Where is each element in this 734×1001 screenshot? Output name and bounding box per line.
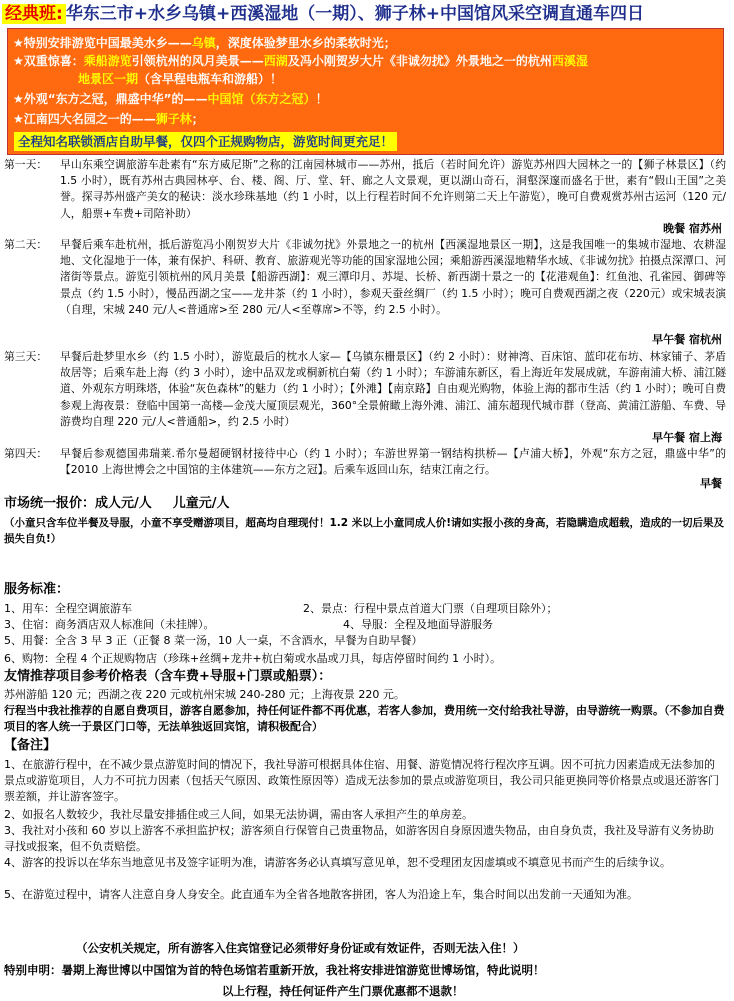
highlight-text: 及冯小刚贺岁大片《非诚勿扰》外景地之一的杭州 <box>287 54 552 68</box>
highlight-banner: 全程知名联锁酒店自助早餐，仅四个正规购物店，游览时间更充足！ <box>14 132 397 151</box>
price-label: 市场统一报价： <box>4 496 96 511</box>
day-meal: 晚餐 宿苏州 <box>663 222 722 235</box>
day-label: 第四天： <box>4 447 48 460</box>
service-item: 3、住宿：商务酒店双人标准间（未挂牌）。 <box>4 618 215 631</box>
recommend-note: 行程当中我社推荐的自愿自费项目，游客自愿参加，持任何证件都不再优惠，若客人参加，费用统一交付给我社导游，由导游统一购票。（不参加自费项目的客人统一于景区门口等，无法单独返回宾馆，请积极配合） <box>4 704 725 733</box>
service-item: 4、导服：全程及地面导游服务 <box>343 618 493 631</box>
highlight-double-surprise <box>13 52 588 69</box>
highlight-text: ★双重惊喜： <box>13 54 84 68</box>
title-route: 华东三市+水乡乌镇+西溪湿地（一期）、狮子林+中国馆风采空调直通车四日 <box>65 4 645 24</box>
day-label: 第一天： <box>4 158 48 171</box>
highlight-wuzhen <box>13 34 396 51</box>
remark-item: 2、如报名人数较少，我社尽量安排插住或三人间，如果无法协调，需由客人承担产生的单房差。 <box>4 808 473 821</box>
highlight-em: 西湖 <box>263 54 288 68</box>
day-text: 早餐后乘车赴杭州，抵后游览冯小刚贺岁大片《非诚勿扰》外景地之一的杭州【西溪湿地景区一期】，这是我国唯一的集城市湿地、农耕湿地、文化湿地于一体，兼有保护、科研、教育、旅游观光等功能的国家湿地公园；乘船游西溪湿地精华水域、《非诚勿扰》拍摄点深潭口、河渚街等景点。游览引领杭州的风月美景【船游西湖】：观三潭印月、苏堤、长桥、新西湖十景之一的【花港观鱼】：红鱼池、孔雀园、御碑等景点（约 1.5 小时），慢品西湖之宝——龙井茶（约 1 小时），参观天蚕丝绸厂（约 1.5 小时）；晚可自费观西湖之夜（220元）或宋城表演（自理，宋城 240 元/人<普通席>至 280 元/人<至尊席>不等，约 2.5 小时）。 <box>60 238 726 316</box>
highlight-text: ！ <box>315 92 328 106</box>
page-title <box>2 2 730 26</box>
service-heading: 服务标准： <box>4 582 70 597</box>
day-3 <box>4 349 726 447</box>
remark-item: 3、我社对小孩和 60 岁以上游客不承担监护权；游客须自行保管自己贵重物品，如游客因自身原因遗失物品，由自身负责，我社及导游有义务协助寻找或报案，但不负责赔偿。 <box>4 824 714 853</box>
day-text: 早餐后参观德国弗瑞莱.希尔曼超硬钢材接待中心（约 1 小时）；车游世界第一钢结构拱桥—【卢浦大桥】，外观“东方之冠，鼎盛中华”的【2010 上海世博会之中国馆的主体建筑——东方之冠】。后乘车返回山东，结束江南之行。 <box>60 447 726 477</box>
title-badge: 经典班: <box>2 4 66 24</box>
service-item: 2、景点：行程中景点首道大门票（自理项目除外）； <box>303 602 558 615</box>
remarks-heading: 【备注】 <box>4 738 57 753</box>
recommend-prices: 苏州游船 120 元；西湖之夜 220 元或杭州宋城 240-280 元；上海夜景 220 元。 <box>4 688 405 701</box>
highlight-em: 中国馆（东方之冠） <box>207 92 316 106</box>
day-meal: 早餐 <box>700 477 722 490</box>
highlight-text: ★外观“东方之冠，鼎盛中华”的—— <box>13 92 208 106</box>
highlight-em: 乘船游览 <box>83 54 132 68</box>
special-statement: 特别申明：暑期上海世博以中国馆为首的特色场馆若重新开放，我社将安排进馆游览世博场馆，特此说明！ <box>4 963 545 977</box>
highlight-text: ★特别安排游览中国最美水乡—— <box>13 36 192 50</box>
day-label: 第二天： <box>4 238 48 251</box>
service-item: 6、购物：全程 4 个正规购物店（珍珠+丝绸+龙井+杭白菊或水晶或刀具，每店停留时间约 1 小时）。 <box>4 652 502 665</box>
service-item: 5、用餐：全含 3 早 3 正（正餐 8 菜一汤，10 人一桌，不含酒水，早餐为自助早餐） <box>4 634 423 647</box>
highlight-em: 地景区一期 <box>78 72 139 86</box>
recommend-heading: 友情推荐项目参考价格表（含车费+导服+门票或船票）： <box>4 669 332 684</box>
price-child: 儿童元/人 <box>172 496 230 511</box>
day-text: 早山东乘空调旅游车赴素有“东方威尼斯”之称的江南园林城市——苏州，抵后（若时间允许）游览苏州四大园林之一的【狮子林景区】（约 1.5 小时），既有苏州古典园林亭、台、楼、阁、厅、堂、轩、廊之人文景观，更以湖山奇石，洞壑深邃而盛名于世，素有“假山王国”之美誉。探寻苏州盛产美女的秘诀：淡水珍珠基地（约 1 小时，以上行程若时间不允许则第二天上午游览），晚可自费观赏苏州古运河（120 元/人，船票+车费+司陪补助） <box>60 158 726 220</box>
highlight-text: ，深度体验梦里水乡的柔软时光； <box>215 36 396 50</box>
day-label: 第三天： <box>4 350 48 363</box>
highlight-text: 引领杭州的风月美景—— <box>131 54 264 68</box>
day-2 <box>4 237 726 350</box>
day-text: 早餐后赴梦里水乡（约 1.5 小时），游览最后的枕水人家—【乌镇东栅景区】（约 2 小时）：财神湾、百床馆、蓝印花布坊、林家铺子、茅盾故居等；后乘车赴上海（约 3 小时），途中品双龙或桐新杭白菊（约 1 小时）；车游浦东新区，看上海近年发展成就，车游南浦大桥、浦江隧道、外观东方明珠塔，体验“灰色森林”的魅力（约 1 小时）；【外滩】【南京路】自由观光购物，体验上海的都市生活（约 1 小时）；晚可自费参观上海夜景：登临中国第一高楼—金茂大厦顶层观光，360°全景俯瞰上海外滩、浦江、浦东超现代城市群（登高、黄浦江游船、车费、导游费均自理 220 元/人<普通船>，约 2.5 小时） <box>60 350 726 428</box>
remark-item: 5、在游览过程中，请客人注意自身人身安全。此直通车为全省各地散客拼团，客人为沿途上车，集合时间以出发前一天通知为准。 <box>4 888 638 901</box>
highlight-xixi <box>78 70 282 87</box>
highlight-em: 西溪湿 <box>551 54 588 68</box>
highlight-text: （含早程电瓶车和游船） <box>138 72 271 86</box>
day-meal: 早午餐 宿杭州 <box>652 333 722 346</box>
highlight-text: ； <box>191 112 204 126</box>
day-4 <box>4 446 726 494</box>
highlight-em: 乌镇 <box>191 36 216 50</box>
highlight-text: ！ <box>270 72 283 86</box>
remark-item: 1、在旅游行程中，在不减少景点游览时间的情况下，我社导游可根据具体住宿、用餐、游览情况将行程次序互调。因不可抗力因素造成无法参加的景点或游览项目，人力不可抗力因素（包括天气原因、政策性原因等）造成无法参加的景点或游览项目，我公司只能更换同等价格景点或退还游客门票差额，并让游客签字。 <box>4 758 719 803</box>
highlight-china-pavilion <box>13 90 328 107</box>
day-meal: 早午餐 宿上海 <box>652 431 722 444</box>
price-adult: 成人元/人 <box>95 496 152 511</box>
price-note: （小童只含车位半餐及导服，小童不享受赠游项目，超高均自理现付！1.2 米以上小童同成人价!请如实报小孩的身高，若隐瞒造成超载，造成的一切后果及损失自负!） <box>4 517 725 545</box>
day-1 <box>4 157 726 237</box>
id-notice: （公安机关规定，所有游客入住宾馆登记必须带好身份证或有效证件，否则无法入住！） <box>76 941 525 955</box>
price-section <box>4 496 726 512</box>
highlight-lion-grove <box>13 110 204 127</box>
highlight-text: ★江南四大名园之一的—— <box>13 112 156 126</box>
service-item: 1、用车：全程空调旅游车 <box>4 602 132 615</box>
highlights-box <box>7 28 724 155</box>
final-statement: 以上行程，持任何证件产生门票优惠都不退款！ <box>222 984 464 998</box>
highlight-em: 狮子林 <box>155 112 192 126</box>
remark-item: 4、游客的投诉以在华东当地意见书及签字证明为准，请游客务必认真填写意见单，恕不受理团友因虚填或不填意见书而产生的后续争议。 <box>4 856 671 869</box>
